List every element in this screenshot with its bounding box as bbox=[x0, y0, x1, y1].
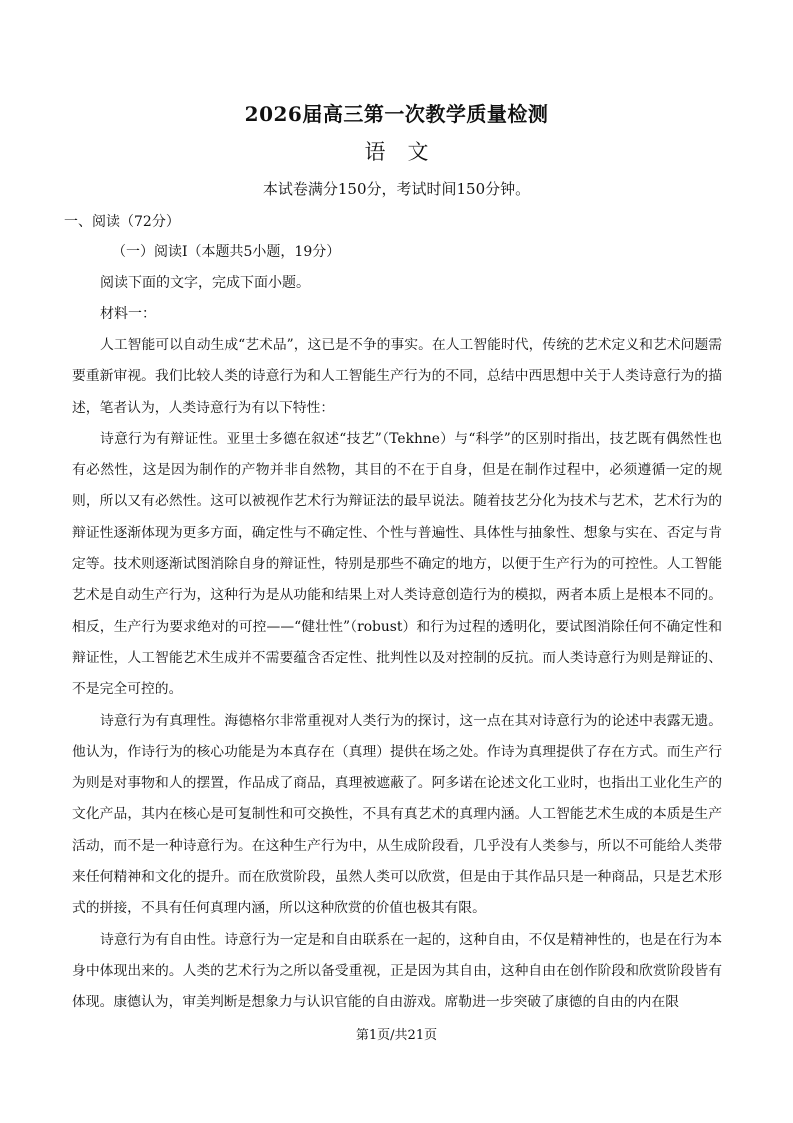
material-label: 材料一： bbox=[100, 306, 156, 322]
paragraph: 诗意行为有真理性。海德格尔非常重视对人类行为的探讨，这一点在其对诗意行为的论述中表露无遗。他认为，作诗行为的核心功能是为本真存在（真理）提供在场之处。作诗为真理提供了存在方式。而生产行为则是对事物和人的摆置，作品成了商品，真理被遮蔽了。阿多诺在论述文化工业时，也指出工业化生产的文化产品，其内在核心是可复制性和可交换性，不具有真艺术的真理内涵。人工智能艺术生成的本质是生产活动，而不是一种诗意行为。在这种生产行为中，从生成阶段看，几乎没有人类参与，所以不可能给人类带来任何精神和文化的提升。而在欣赏阶段，虽然人类可以欣赏，但是由于其作品只是一种商品，只是艺术形式的拼接，不具有任何真理内涵，所以这种欣赏的价值也极其有限。 bbox=[72, 712, 722, 917]
exam-title: 2026届高三第一次教学质量检测 bbox=[244, 102, 549, 126]
reading-instruction: 阅读下面的文字，完成下面小题。 bbox=[100, 275, 310, 291]
paragraph: 诗意行为有自由性。诗意行为一定是和自由联系在一起的，这种自由，不仅是精神性的，也是在行为本身中体现出来的。人类的艺术行为之所以备受重视，正是因为其自由，这种自由在创作阶段和欣赏阶段皆有体现。康德认为，审美判断是想象力与认识官能的自由游戏。席勒进一步突破了康德的自由的内在限 bbox=[72, 931, 722, 1011]
paragraph: 诗意行为有辩证性。亚里士多德在叙述“技艺”（Tekhne）与“科学”的区别时指出，技艺既有偶然性也有必然性，这是因为制作的产物并非自然物，其目的不在于自身，但是在制作过程中，必须遵循一定的规则，所以又有必然性。这可以被视作艺术行为辩证法的最早说法。随着技艺分化为技术与艺术，艺术行为的辩证性逐渐体现为更多方面，确定性与不确定性、个性与普遍性、具体性与抽象性、想象与实在、否定与肯定等。技术则逐渐试图消除自身的辩证性，特别是那些不确定的地方，以便于生产行为的可控性。人工智能艺术是自动生产行为，这种行为是从功能和结果上对人类诗意创造行为的模拟，两者本质上是根本不同的。相反，生产行为要求绝对的可控——“健壮性”（robust）和行为过程的透明化，要试图消除任何不确定性和辩证性，人工智能艺术生成并不需要蕴含否定性、批判性以及对控制的反抗。而人类诗意行为则是辩证的、不是完全可控的。 bbox=[72, 430, 722, 698]
subsection-heading: （一）阅读Ⅰ（本题共5小题，19分） bbox=[112, 244, 341, 260]
paragraph: 人工智能可以自动生成“艺术品”，这已是不争的事实。在人工智能时代，传统的艺术定义和艺术问题需要重新审视。我们比较人类的诗意行为和人工智能生产行为的不同，总结中西思想中关于人类诗意行为的描述，笔者认为，人类诗意行为有以下特性： bbox=[72, 337, 722, 416]
subject-heading: 语文 bbox=[364, 140, 451, 164]
exam-info: 本试卷满分150分，考试时间150分钟。 bbox=[262, 180, 531, 198]
page-number: 第1页/共21页 bbox=[355, 1028, 438, 1043]
passage-body bbox=[72, 330, 722, 1019]
section-heading: 一、阅读（72分） bbox=[64, 214, 180, 230]
